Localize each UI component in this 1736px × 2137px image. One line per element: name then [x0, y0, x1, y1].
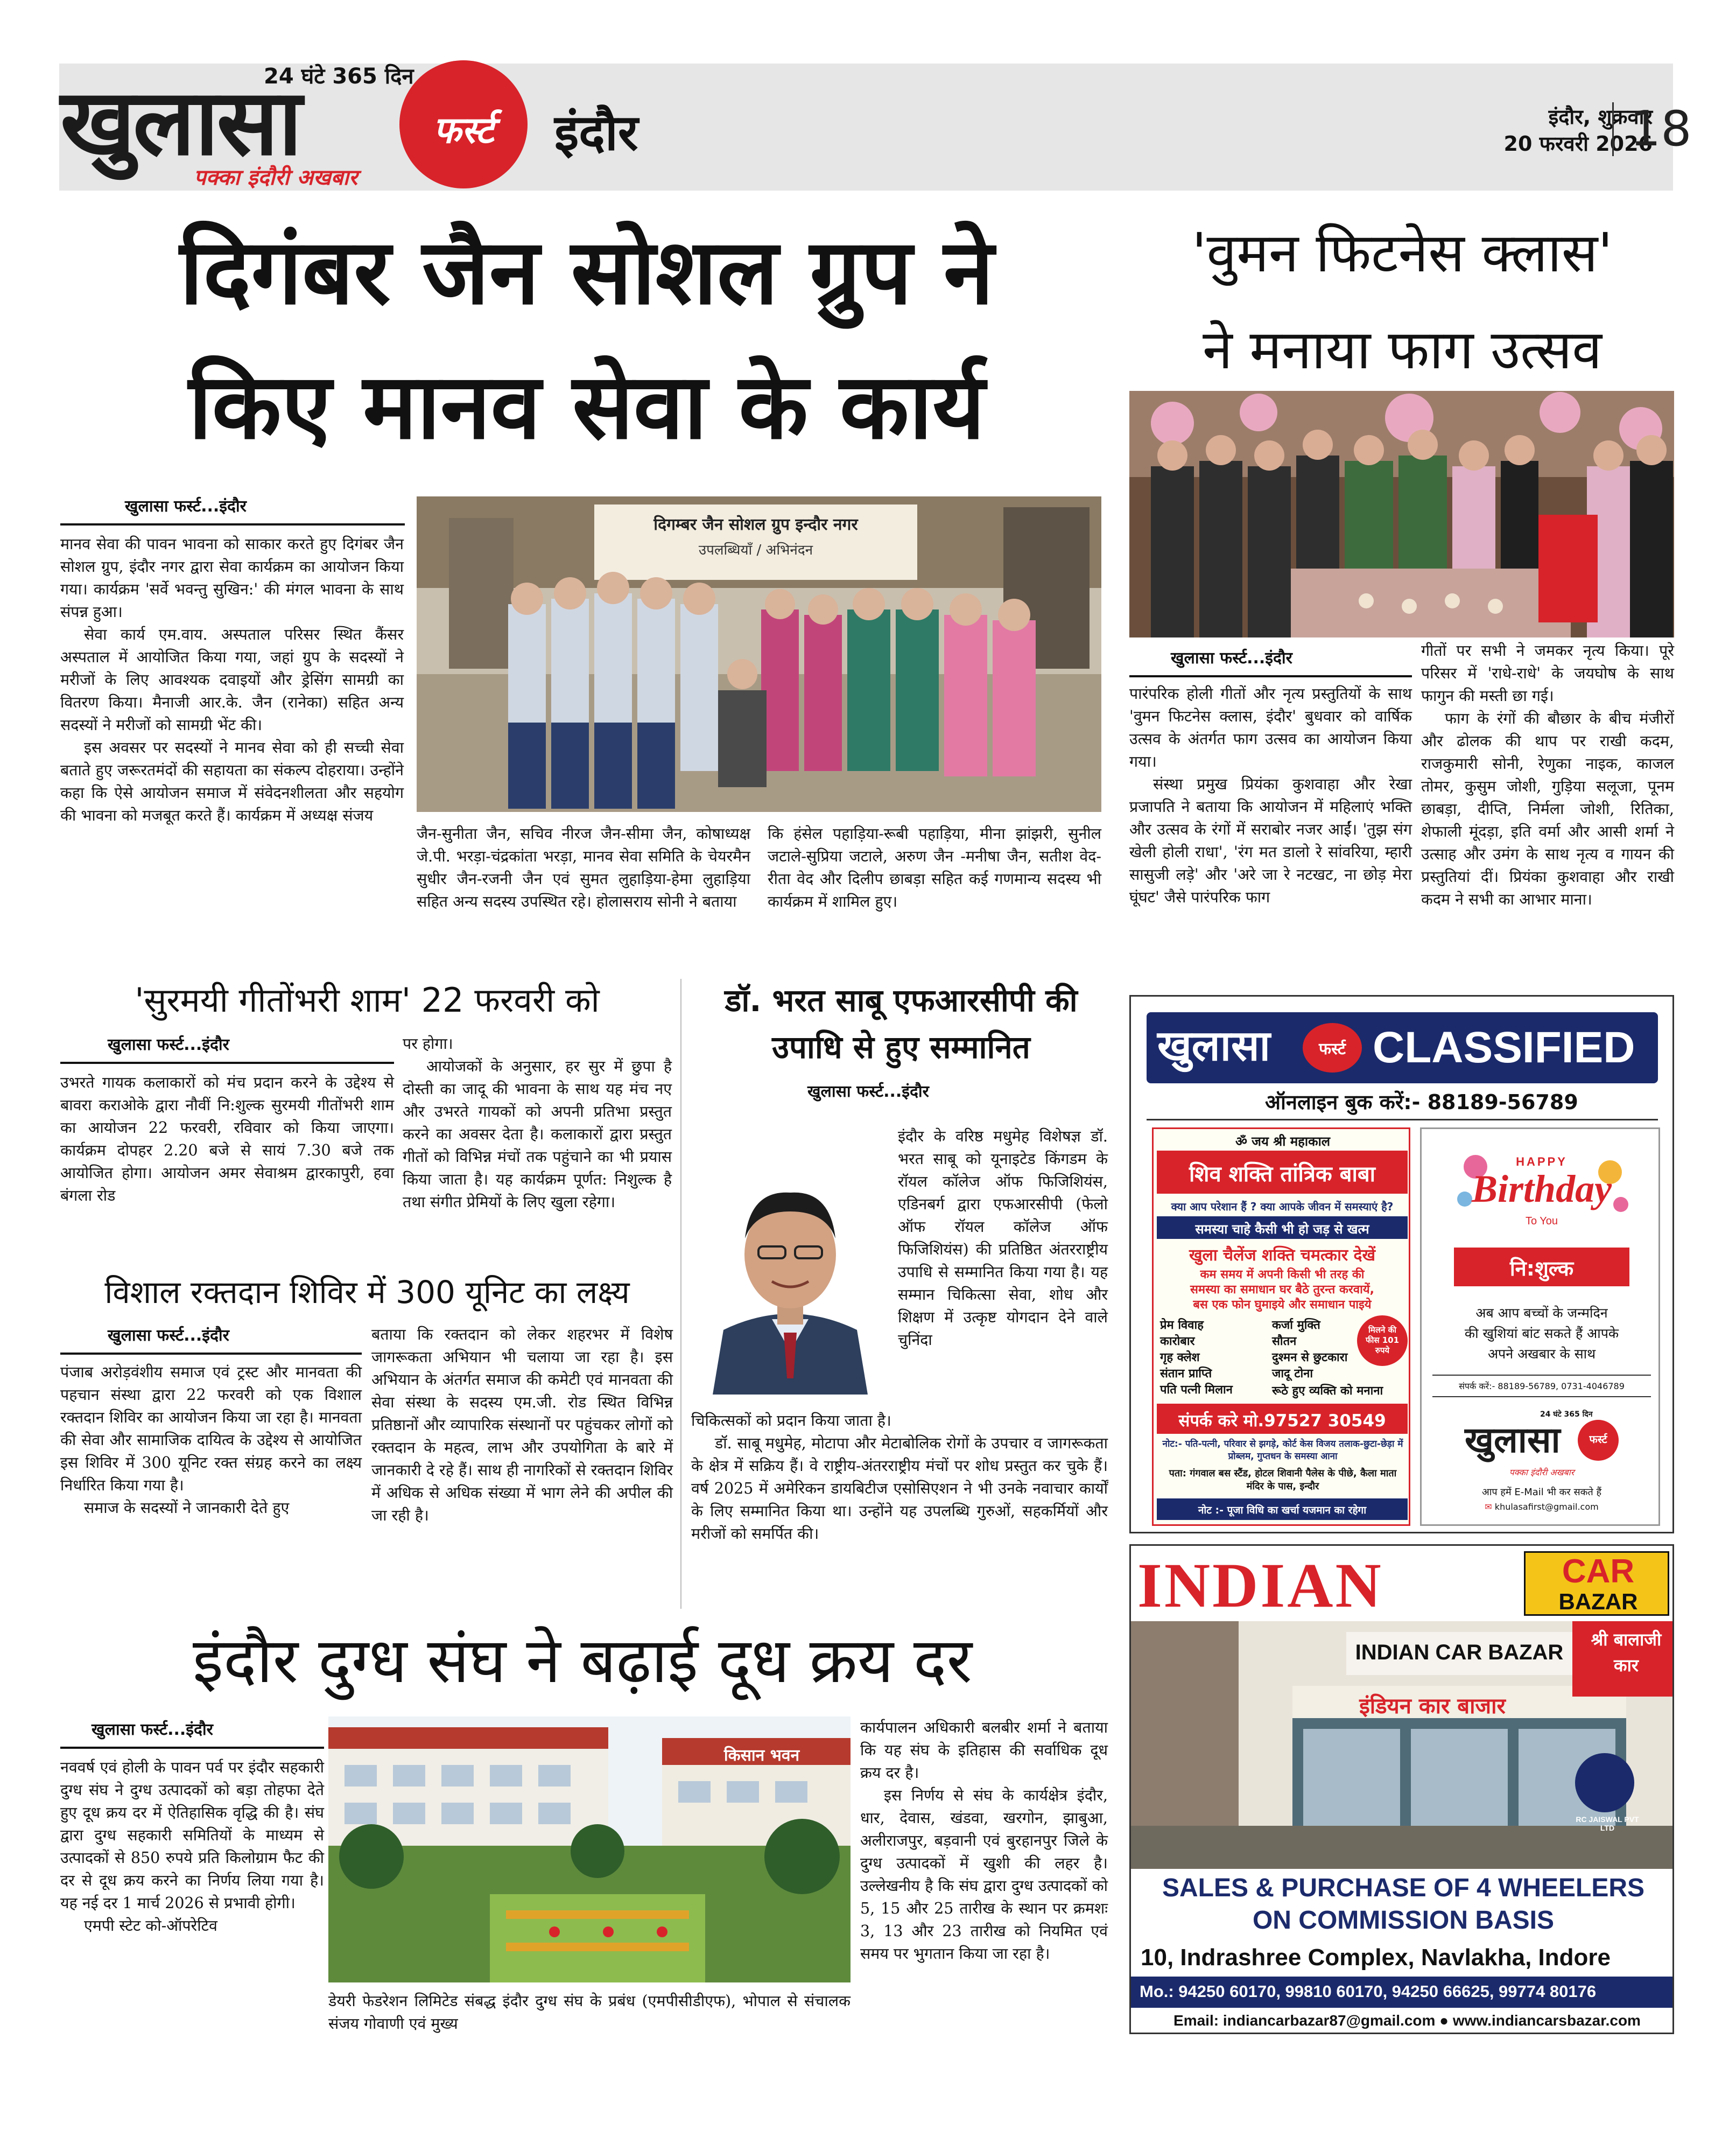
classified-rule [1147, 1119, 1658, 1120]
article3-column-1: उभरते गायक कलाकारों को मंच प्रदान करने के उद्देश्य से बावरा कराओके द्वारा नौवीं नि:शुल्क सुरमयी गीतोंभरी शाम का आयोजन 22 फरवरी, रविवार को किया जाएगा। कार्यक्रम दोपहर 2.20 बजे से सायं 7.30 बजे तक आयोजित होगा। आयोजन अमर सेवाश्रम द्वारकापुरी, हवा बंगला रोड [60, 1074, 394, 1204]
article2-headline-line1: 'वुमन फिटनेस क्लास' [1192, 221, 1613, 284]
article4-byline-rule [60, 1353, 362, 1355]
classified-title: CLASSIFIED [1373, 1023, 1635, 1072]
baba-note2-band: नोट :- पूजा विधि का खर्चा यजमान का रहेगा [1157, 1498, 1408, 1520]
article1-headline-line1: दिगंबर जैन सोशल ग्रुप ने [179, 219, 994, 325]
classified-logo-badge: फर्स्ट [1303, 1023, 1362, 1073]
birthday-email: ✉ khulasafirst@gmail.com [1485, 1502, 1599, 1512]
article1-headline-line2: किए मानव सेवा के कार्य [188, 354, 985, 459]
article5-headline-line2: उपाधि से हुए सम्मानित [772, 1029, 1030, 1066]
article1-byline: खुलासा फर्स्ट...इंदौर [125, 497, 247, 516]
article5-headline-line1: डॉ. भरत साबू एफआरसीपी की [725, 982, 1078, 1019]
car-ad-sign-english: INDIAN CAR BAZAR [1355, 1641, 1564, 1664]
article3-headline: 'सुरमयी गीतोंभरी शाम' 22 फरवरी को [135, 980, 600, 1020]
column-rule [680, 979, 681, 1609]
article2-column-2: गीतों पर सभी ने जमकर नृत्य किया। पूरे परिसर में 'राधे-राधे' के जयघोष के साथ फागुन की मस्ती छा गई। फाग के रंगों की बौछार के बीच मंजीरों और ढोलक की थाप पर राखी कदम, राजकुमारी सोनी, रेणुका नाइक, काजल तोमर, कुसुम जोशी, गुड़िया सलूजा, पूनम छाबड़ा, दीप्ति, निर्मला जोशी, रितिका, शेफाली मूंदड़ा, इति वर्मा और आसी शर्मा ने उत्साह और उमंग के साथ नृत्य व गायन की प्रस्तुतियां दीं। प्रियंका कुशवाहा और राखी कदम ने सभी का आभार माना। [1421, 642, 1674, 908]
article3-byline: खुलासा फर्स्ट...इंदौर [108, 1035, 229, 1054]
article4-headline: विशाल रक्तदान शिविर में 300 यूनिट का लक्ष्य [104, 1274, 630, 1311]
masthead-place-day: इंदौर, शुक्रवार [1548, 105, 1653, 129]
article5-side-column: इंदौर के वरिष्ठ मधुमेह विशेषज्ञ डॉ. भरत साबू को यूनाइटेड किंगडम के रॉयल कॉलेज ऑफ फिजिशियंस, एडिनबर्ग द्वारा एफआरसीपी (फेलो ऑफ रॉयल कॉलेज ऑफ फिजिशियंस) की प्रतिष्ठित अंतरराष्ट्रीय उपाधि से सम्मानित किया गया है। यह सम्मान चिकित्सा सेवा, शोध और शिक्षण में उत्कृष्ट योगदान देने वाले चुनिंदा [898, 1127, 1108, 1349]
article1-column-2: जैन-सुनीता जैन, सचिव नीरज जैन-सीमा जैन, कोषाध्यक्ष जे.पी. भरड़ा-चंद्रकांता भरड़ा, मानव सेवा समिति के चेयरमैन सुधीर जैन-रजनी जैन एवं सुमत लुहाड़िया-हेमा लुहाड़िया सहित अन्य सदस्य उपस्थित रहे। होलासराय सोनी ने बताया [417, 825, 750, 910]
article1-photo-banner-l1: दिगम्बर जैन सोशल ग्रुप इन्दौर नगर [653, 515, 858, 534]
baba-list-right: कर्जा मुक्ति सौतन दुश्मन से छुटकारा जादू टोना [1272, 1319, 1348, 1381]
article1-photo-banner-l2: उपलब्धियाँ / अभिनंदन [698, 542, 813, 558]
birthday-logo: खुलासा [1465, 1419, 1561, 1461]
birthday-contact-rule-2 [1432, 1396, 1651, 1397]
article4-column-2: बताया कि रक्तदान को लेकर शहरभर में विशेष जागरूकता अभियान भी चलाया जा रहा है। इस अभियान के अंतर्गत समाज की कमेटी एवं मानवता की सेवा संस्था के सदस्य एम.जी. रोड स्थित विभिन्न प्रतिष्ठानों और व्यापारिक संस्थानों पर पहुंचकर लोगों को रक्तदान के महत्व, लाभ और उपयोगिता के बारे में जानकारी दे रहे हैं। साथ ही नागरिकों से रक्तदान शिविर में अधिक से अधिक संख्या में भाग लेने की अपील की जा रही है। [371, 1326, 673, 1524]
car-ad-car-box: CAR BAZAR [1524, 1551, 1669, 1616]
article3-column-2: पर होगा। आयोजकों के अनुसार, हर सुर में छुपा है दोस्ती का जादू की भावना के साथ यह मंच नए और उभरते गायकों को अपनी प्रतिभा प्रस्तुत करने का अवसर देता है। कलाकारों द्वारा प्रस्तुत गीतों को विभिन्न मंचों तक पहुंचाने का भी प्रयास किया जाता है। यह कार्यक्रम पूर्णत: निशुल्क है तथा संगीत प्रेमियों के लिए खुला रहेगा। [403, 1035, 672, 1211]
article2-event-photo [1129, 391, 1674, 637]
article1-group-photo [417, 496, 1101, 812]
article5-bottom-text: चिकित्सकों को प्रदान किया जाता है। डॉ. साबू मधुमेह, मोटापा और मेटाबोलिक रोगों के उपचार व जागरूकता के क्षेत्र में सक्रिय हैं। वे राष्ट्रीय-अंतरराष्ट्रीय मंचों पर शोध प्रस्तुत कर चुके हैं। वर्ष 2025 में अमेरिकन डायबिटीज एसोसिएशन ने भी उनके नवाचार कार्यों के लिए सम्मानित किया था। उन्होंने यह उपलब्धि गुरुओं, सहकर्मियों और मरीजों को समर्पित की। [691, 1412, 1108, 1543]
car-ad-mobile-band: Mo.: 94250 60170, 99810 60170, 94250 66625, 99774 80176 [1131, 1977, 1674, 2008]
birthday-ad: HAPPY Birthday To You नि:शुल्क अब आप बच्चों के जन्मदिन की खुशियां बांट सकते हैं आपके अपने अखबार के साथ संपर्क करें:- 88189-56789, 0731-4046789 24 घंटे 365 दिन खुलासा फर्स्ट पक्का इंदौरी अखबार आप हमें E-Mail भी कर सकते हैं ✉ khulasafirst@gmail.com [1420, 1127, 1660, 1526]
masthead-city: इंदौर [554, 104, 638, 162]
baba-ad: ॐ जय श्री महाकाल शिव शक्ति तांत्रिक बाबा क्या आप परेशान हैं ? क्या आपके जीवन में समस्याएं है? समस्या चाहे कैसी भी हो जड़ से खत्म खुला चैलेंज शक्ति चमत्कार देखें कम समय में अपनी किसी भी तरह की समस्या का समाधान घर बैठे तुरन्त करवायें, बस एक फोन घुमाइये और समाधान पाइये प्रेम विवाह कारोबार गृह क्लेश संतान प्राप्ति पति पत्नी मिलान कर्जा मुक्ति सौतन दुश्मन से छुटकारा जादू टोना रूठे हुए व्यक्ति को मनाना मिलने की फीस 101 रुपये संपर्क करे मो.97527 30549 नोट:- पति-पत्नी, परिवार से झगड़े, कोर्ट केस विजय तलाक-छुटा-छेड़ा में प्रोब्लम, गुप्तधन के समस्या आना पता: गंगवाल बस स्टैंड, होटल शिवानी पैलेस के पीछे, कैला माता मंदिर के पास, इन्दौर नोट :- पूजा विधि का खर्चा यजमान का रहेगा [1152, 1127, 1410, 1526]
classified-logo: खुलासा [1157, 1022, 1270, 1070]
article5-portrait [691, 1125, 889, 1395]
birthday-logo-badge: फर्स्ट [1578, 1420, 1619, 1461]
article1-paragraph-2: सेवा कार्य एम.वाय. अस्पताल परिसर स्थित कैंसर अस्पताल में आयोजित किया गया, जहां ग्रुप के सदस्यों ने मरीजों के लिए आवश्यक दवाइयों और ड्रेसिंग सामग्री का वितरण किया। मैनाजी आर.के. जैन (रानेका) सहित अन्य सदस्यों ने मरीजों को सामग्री भेंट की। [60, 626, 404, 734]
classified-booking: ऑनलाइन बुक करें:- 88189-56789 [1265, 1090, 1578, 1114]
baba-title-band: शिव शक्ति तांत्रिक बाबा [1157, 1151, 1408, 1194]
car-ad-sales-l1: SALES & PURCHASE OF 4 WHEELERS [1162, 1874, 1645, 1902]
article6-headline: इंदौर दुग्ध संघ ने बढ़ाई दूध क्रय दर [193, 1624, 972, 1697]
mail-icon: ✉ [1485, 1502, 1495, 1512]
masthead-date: 20 फरवरी 2026 [1503, 132, 1653, 156]
baba-contact: संपर्क करे मो.97527 30549 [1157, 1404, 1408, 1434]
baba-band: समस्या चाहे कैसी भी हो जड़ से खत्म [1157, 1216, 1408, 1239]
article2-column-1: पारंपरिक होली गीतों और नृत्य प्रस्तुतियों के साथ 'वुमन फिटनेस क्लास, इंदौर' बुधवार को वार्षिक उत्सव के अंतर्गत फाग उत्सव का आयोजन किया गया। संस्था प्रमुख प्रियंका कुशवाहा और रेखा प्रजापति ने बताया कि आयोजन में महिलाएं भक्ति और उत्सव के रंगों में सराबोर नजर आईं। 'तुझ संग खेली होली राधा', 'रंग मत डालो रे सांवरिया, म्हारी सासुजी लड़े' और 'अरे जा रे नटखट, ना छोड़ मेरा घूंघट' जैसे पारंपरिक फाग [1129, 685, 1412, 906]
article6-byline: खुलासा फर्स्ट...इंदौर [92, 1720, 213, 1739]
article6-photo-sign: किसान भवन [723, 1746, 800, 1765]
classified-header [1147, 1012, 1658, 1083]
car-ad-address: 10, Indrashree Complex, Navlakha, Indore [1141, 1944, 1611, 1971]
article4-byline: खुलासा फर्स्ट...इंदौर [108, 1326, 229, 1345]
car-ad-sign-hindi: इंडियन कार बाजार [1359, 1694, 1506, 1719]
article1-byline-rule [60, 523, 405, 526]
page-number: 18 [1612, 102, 1692, 156]
article6-under-photo: डेयरी फेडरेशन लिमिटेड संबद्ध इंदौर दुग्ध संघ के प्रबंध (एमपीसीडीएफ), भोपाल से संचालक संजय गोवाणी एवं मुख्य [328, 1992, 851, 2033]
article2-byline-rule [1129, 675, 1412, 677]
car-ad-sales-l2: ON COMMISSION BASIS [1252, 1906, 1555, 1935]
article6-column-1: नववर्ष एवं होली के पावन पर्व पर इंदौर सहकारी दुग्ध संघ ने दुग्ध उत्पादकों को बड़ा तोहफा देते हुए दूध क्रय दर में ऐतिहासिक वृद्धि की है। संघ द्वारा दुग्ध सहकारी समितियों के माध्यम से उत्पादकों से 850 रुपये प्रति किलोग्राम फैट की दर से दूध क्रय करने का निर्णय लिया गया है। यह नई दर 1 मार्च 2026 से प्रभावी होगी। एमपी स्टेट को-ऑपरेटिव [60, 1758, 324, 1935]
car-ad-email: Email: indiancarbazar87@gmail.com ● www.indiancarsbazar.com [1173, 2012, 1641, 2029]
masthead [0, 0, 1736, 194]
article5-byline: खुलासा फर्स्ट...इंदौर [807, 1082, 929, 1101]
car-ad-indian: INDIAN [1137, 1550, 1383, 1621]
article6-byline-rule [60, 1747, 324, 1749]
birthday-free-band: नि:शुल्क [1454, 1248, 1629, 1286]
article1-paragraph-1: मानव सेवा की पावन भावना को साकार करते हुए दिगंबर जैन सोशल ग्रुप, इंदौर नगर द्वारा सेवा कार्यक्रम का आयोजन किया गया। कार्यक्रम 'सर्वे भवन्तु सुखिन:' की मंगल भावना के साथ संपन्न हुआ। [60, 535, 404, 621]
car-ad-temple-sign: श्री बालाजी कार [1591, 1629, 1662, 1676]
baba-list-left: प्रेम विवाह कारोबार गृह क्लेश संतान प्राप्ति पति पत्नी मिलान [1160, 1319, 1233, 1397]
masthead-subtitle: पक्का इंदौरी अखबार [194, 165, 358, 190]
article4-column-1: पंजाब अरोड़वंशीय समाज एवं ट्रस्ट और मानवता की पहचान संस्था द्वारा 22 फरवरी को एक विशाल रक्तदान शिविर का आयोजन किया जा रहा है। मानवता की सेवा और सामाजिक दायित्व के उद्देश्य से आयोजित इस शिविर में 300 यूनिट रक्त संग्रह करने का लक्ष्य निर्धारित किया गया है। समाज के सदस्यों ने जानकारी देते हुए [60, 1363, 362, 1517]
article6-column-3: कार्यपालन अधिकारी बलबीर शर्मा ने बताया कि यह संघ के इतिहास की सर्वाधिक दूध क्रय दर है। इस निर्णय से संघ के कार्यक्षेत्र इंदौर, धार, देवास, खंडवा, खरगोन, झाबुआ, अलीराजपुर, बड़वानी एवं बुरहानपुर जिले के दुग्ध उत्पादकों में खुशी की लहर है। उल्लेखनीय है कि संघ द्वारा दुग्ध उत्पादकों को 5, 15 और 25 तारीख के स्थान पर क्रमशः 3, 13 और 23 तारीख को नियमित एवं समय पर भुगतान किया जा रहा है। [860, 1719, 1108, 1963]
masthead-logo-text: खुलासा [60, 69, 300, 176]
car-bazar-ad [1129, 1544, 1674, 2034]
car-ad-building-photo [1131, 1621, 1674, 1869]
car-ad-jaiswal: RC JAISWAL PVT LTD [1576, 1815, 1639, 1832]
article2-byline: खुलासा फर्स्ट...इंदौर [1171, 649, 1292, 668]
baba-fee-badge: मिलने की फीस 101 रुपये [1357, 1315, 1408, 1366]
article1-paragraph-3: इस अवसर पर सदस्यों ने मानव सेवा को ही सच्ची सेवा बताते हुए जरूरतमंदों की सहायता का संकल्प दोहराया। उन्होंने कहा कि ऐसे आयोजन समाज में संवेदनशीलता और सहयोग की भावना को मजबूत करते हैं। कार्यक्रम में अध्यक्ष संजय [60, 739, 404, 824]
masthead-tagline: 24 घंटे 365 दिन [264, 64, 414, 89]
birthday-contact-rule [1432, 1375, 1651, 1376]
article1-column-3: कि हंसेल पहाड़िया-रूबी पहाड़िया, मीना झांझरी, सुनील जटाले-सुप्रिया जटाले, अरुण जैन -मनीषा जैन, सतीश वेद-रीता वेद और दिलीप छाबड़ा सहित कई गणमान्य सदस्य भी कार्यक्रम में शामिल हुए। [768, 825, 1101, 910]
article3-byline-rule [60, 1062, 394, 1064]
masthead-badge: फर्स्ट [399, 60, 528, 188]
article1-column-1 [60, 533, 404, 827]
article2-headline-line2: ने मनाया फाग उत्सव [1203, 318, 1602, 381]
birthday-word: Birthday [1471, 1167, 1612, 1210]
article6-building-photo [328, 1716, 851, 1982]
